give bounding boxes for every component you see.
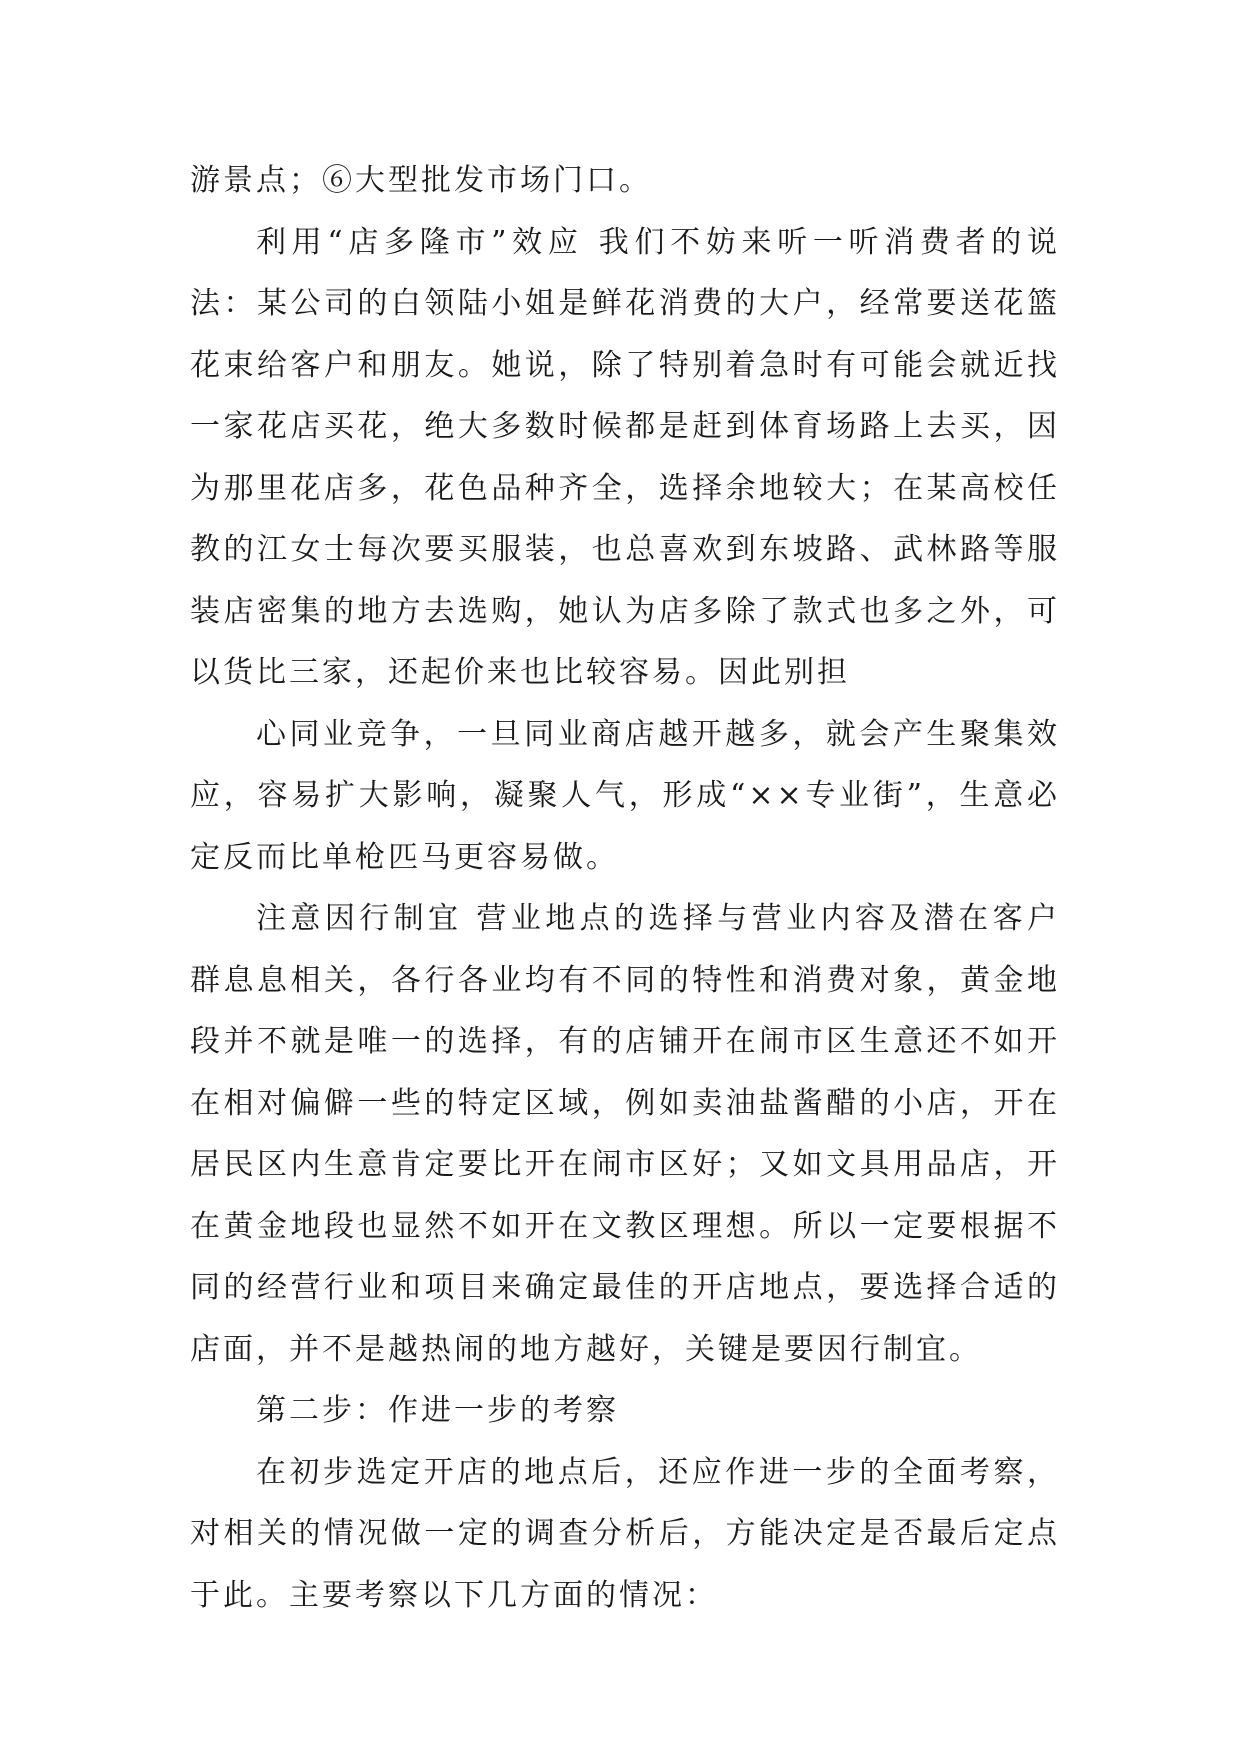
section-heading-step-two: 第二步：作进一步的考察 (256, 1393, 619, 1428)
paragraph-further-investigation: 在初步选定开店的地点后，还应作进一步的全面考察，对相关的情况做一定的调查分析后，方能决定是否最后定点于此。主要考察以下几方面的情况： (190, 1454, 1060, 1613)
paragraph-industry-fit: 注意因行制宜 营业地点的选择与营业内容及潜在客户群息息相关，各行各业均有不同的特性和消费对象，黄金地段并不就是唯一的选择，有的店铺开在闹市区生意还不如开在相对偏僻一些的特定区域，例如卖油盐酱醋的小店，开在居民区内生意肯定要比开在闹市区好；又如文具用品店，开在黄金地段也显然不如开在文教区理想。所以一定要根据不同的经营行业和项目来确定最佳的开店地点，要选择合适的店面，并不是越热闹的地方越好，关键是要因行制宜。 (190, 901, 1060, 1367)
paragraph-tourist-spots: 游景点；⑥大型批发市场门口。 (190, 163, 652, 198)
document-body (190, 150, 1060, 1626)
paragraph-competition: 心同业竞争，一旦同业商店越开越多，就会产生聚集效应，容易扩大影响，凝聚人气，形成“××专业街”，生意必定反而比单枪匹马更容易做。 (190, 716, 1060, 875)
paragraph-cluster-effect: 利用“店多隆市”效应 我们不妨来听一听消费者的说法：某公司的白领陆小姐是鲜花消费的大户，经常要送花篮花束给客户和朋友。她说，除了特别着急时有可能会就近找一家花店买花，绝大多数时候都是赶到体育场路上去买，因为那里花店多，花色品种齐全，选择余地较大；在某高校任教的江女士每次要买服装，也总喜欢到东坡路、武林路等服装店密集的地方去选购，她认为店多除了款式也多之外，可以货比三家，还起价来也比较容易。因此别担 (190, 224, 1060, 690)
